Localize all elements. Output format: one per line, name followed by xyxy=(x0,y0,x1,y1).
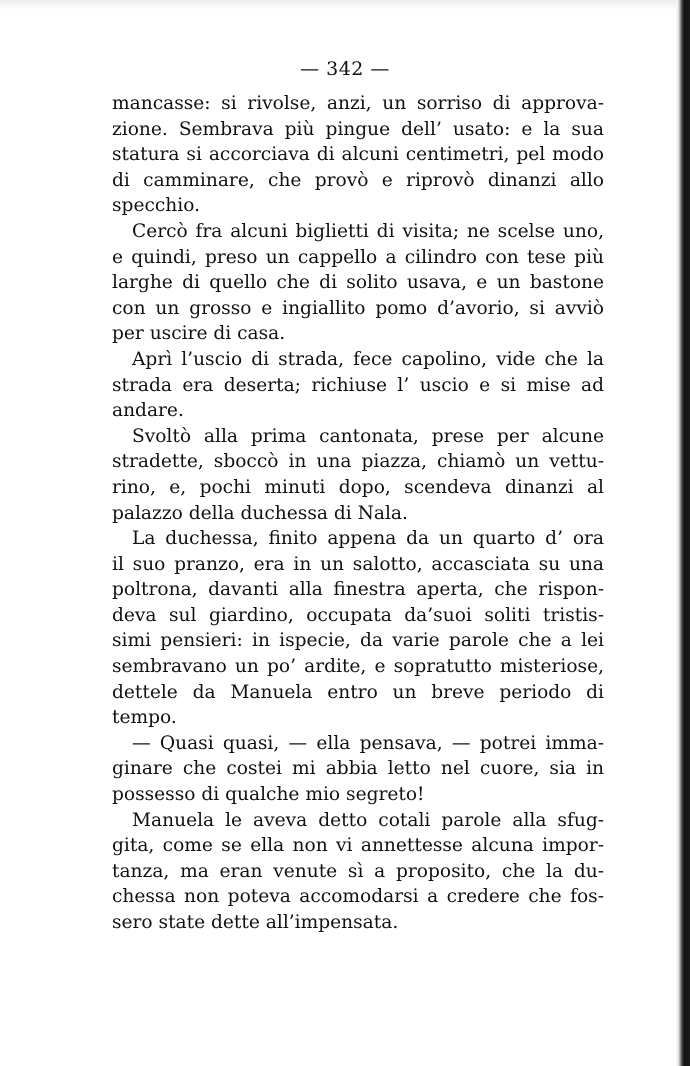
text-line: con un grosso e ingiallito pomo d’avorio, si avviò xyxy=(112,297,604,319)
text-line: deva sul giardino, occupata da’suoi soliti tristis- xyxy=(112,604,604,626)
text-line: Manuela le aveva detto cotali parole alla sfug- xyxy=(132,809,604,831)
text-line: La duchessa, finito appena da un quarto d’ ora xyxy=(132,528,604,550)
text-line: mancasse: si rivolse, anzi, un sorriso di approva- xyxy=(112,93,604,114)
text-line: di camminare, che provò e riprovò dinanzi allo xyxy=(112,169,604,191)
page-top-edge xyxy=(0,0,690,10)
text-line: Aprì l’uscio di strada, fece capolino, vide che la xyxy=(132,348,604,370)
text-line: chessa non poteva accomodarsi a credere che fos- xyxy=(112,886,604,908)
text-line: il suo pranzo, era in un salotto, accasciata su una xyxy=(112,553,604,575)
text-line: stradette, sboccò in una piazza, chiamò un vettu- xyxy=(112,451,604,473)
text-line: ginare che costei mi abbia letto nel cuore, sia in xyxy=(112,758,604,780)
text-line: per uscire di casa. xyxy=(112,323,286,345)
text-line: Cercò fra alcuni biglietti di visita; ne scelse uno, xyxy=(132,220,604,242)
text-line: strada era deserta; richiuse l’ uscio e si mise ad xyxy=(112,374,604,396)
text-line: simi pensieri: in ispecie, da varie parole che a lei xyxy=(112,630,604,652)
text-line: — Quasi quasi, — ella pensava, — potrei imma- xyxy=(132,732,604,754)
paragraph xyxy=(112,91,604,219)
text-line: sero state dette all’impensata. xyxy=(112,912,399,933)
paragraph xyxy=(112,731,604,808)
text-line: tempo. xyxy=(112,707,177,729)
body-text xyxy=(112,91,604,936)
page-number: — 342 — xyxy=(300,58,390,80)
paragraph xyxy=(112,424,604,526)
text-line: Svoltò alla prima cantonata, prese per alcune xyxy=(132,425,604,447)
text-line: sembravano un po’ ardite, e sopratutto misteriose, xyxy=(112,656,604,678)
text-line: e quindi, preso un cappello a cilindro con tese più xyxy=(112,246,604,268)
text-line: tanza, ma eran venute sì a proposito, che la du- xyxy=(112,860,604,882)
text-line: poltrona, davanti alla finestra aperta, che rispon- xyxy=(112,579,604,601)
text-line: larghe di quello che di solito usava, e un bastone xyxy=(112,272,604,294)
paragraph xyxy=(112,219,604,347)
binding-edge xyxy=(676,0,690,1066)
paragraph xyxy=(112,526,604,731)
text-line: gita, come se ella non vi annettesse alcuna impor- xyxy=(112,835,604,857)
paragraph xyxy=(112,808,604,936)
text-line: rino, e, pochi minuti dopo, scendeva dinanzi al xyxy=(112,476,604,498)
text-line: palazzo della duchessa di Nala. xyxy=(112,502,408,524)
text-line: specchio. xyxy=(112,195,200,217)
text-line: statura si accorciava di alcuni centimetri, pel modo xyxy=(112,144,604,166)
paragraph xyxy=(112,347,604,424)
text-line: possesso di qualche mio segreto! xyxy=(112,784,425,806)
text-line: zione. Sembrava più pingue dell’ usato: e la sua xyxy=(112,118,604,140)
text-line: andare. xyxy=(112,400,184,422)
text-line: dettele da Manuela entro un breve periodo di xyxy=(112,681,604,703)
